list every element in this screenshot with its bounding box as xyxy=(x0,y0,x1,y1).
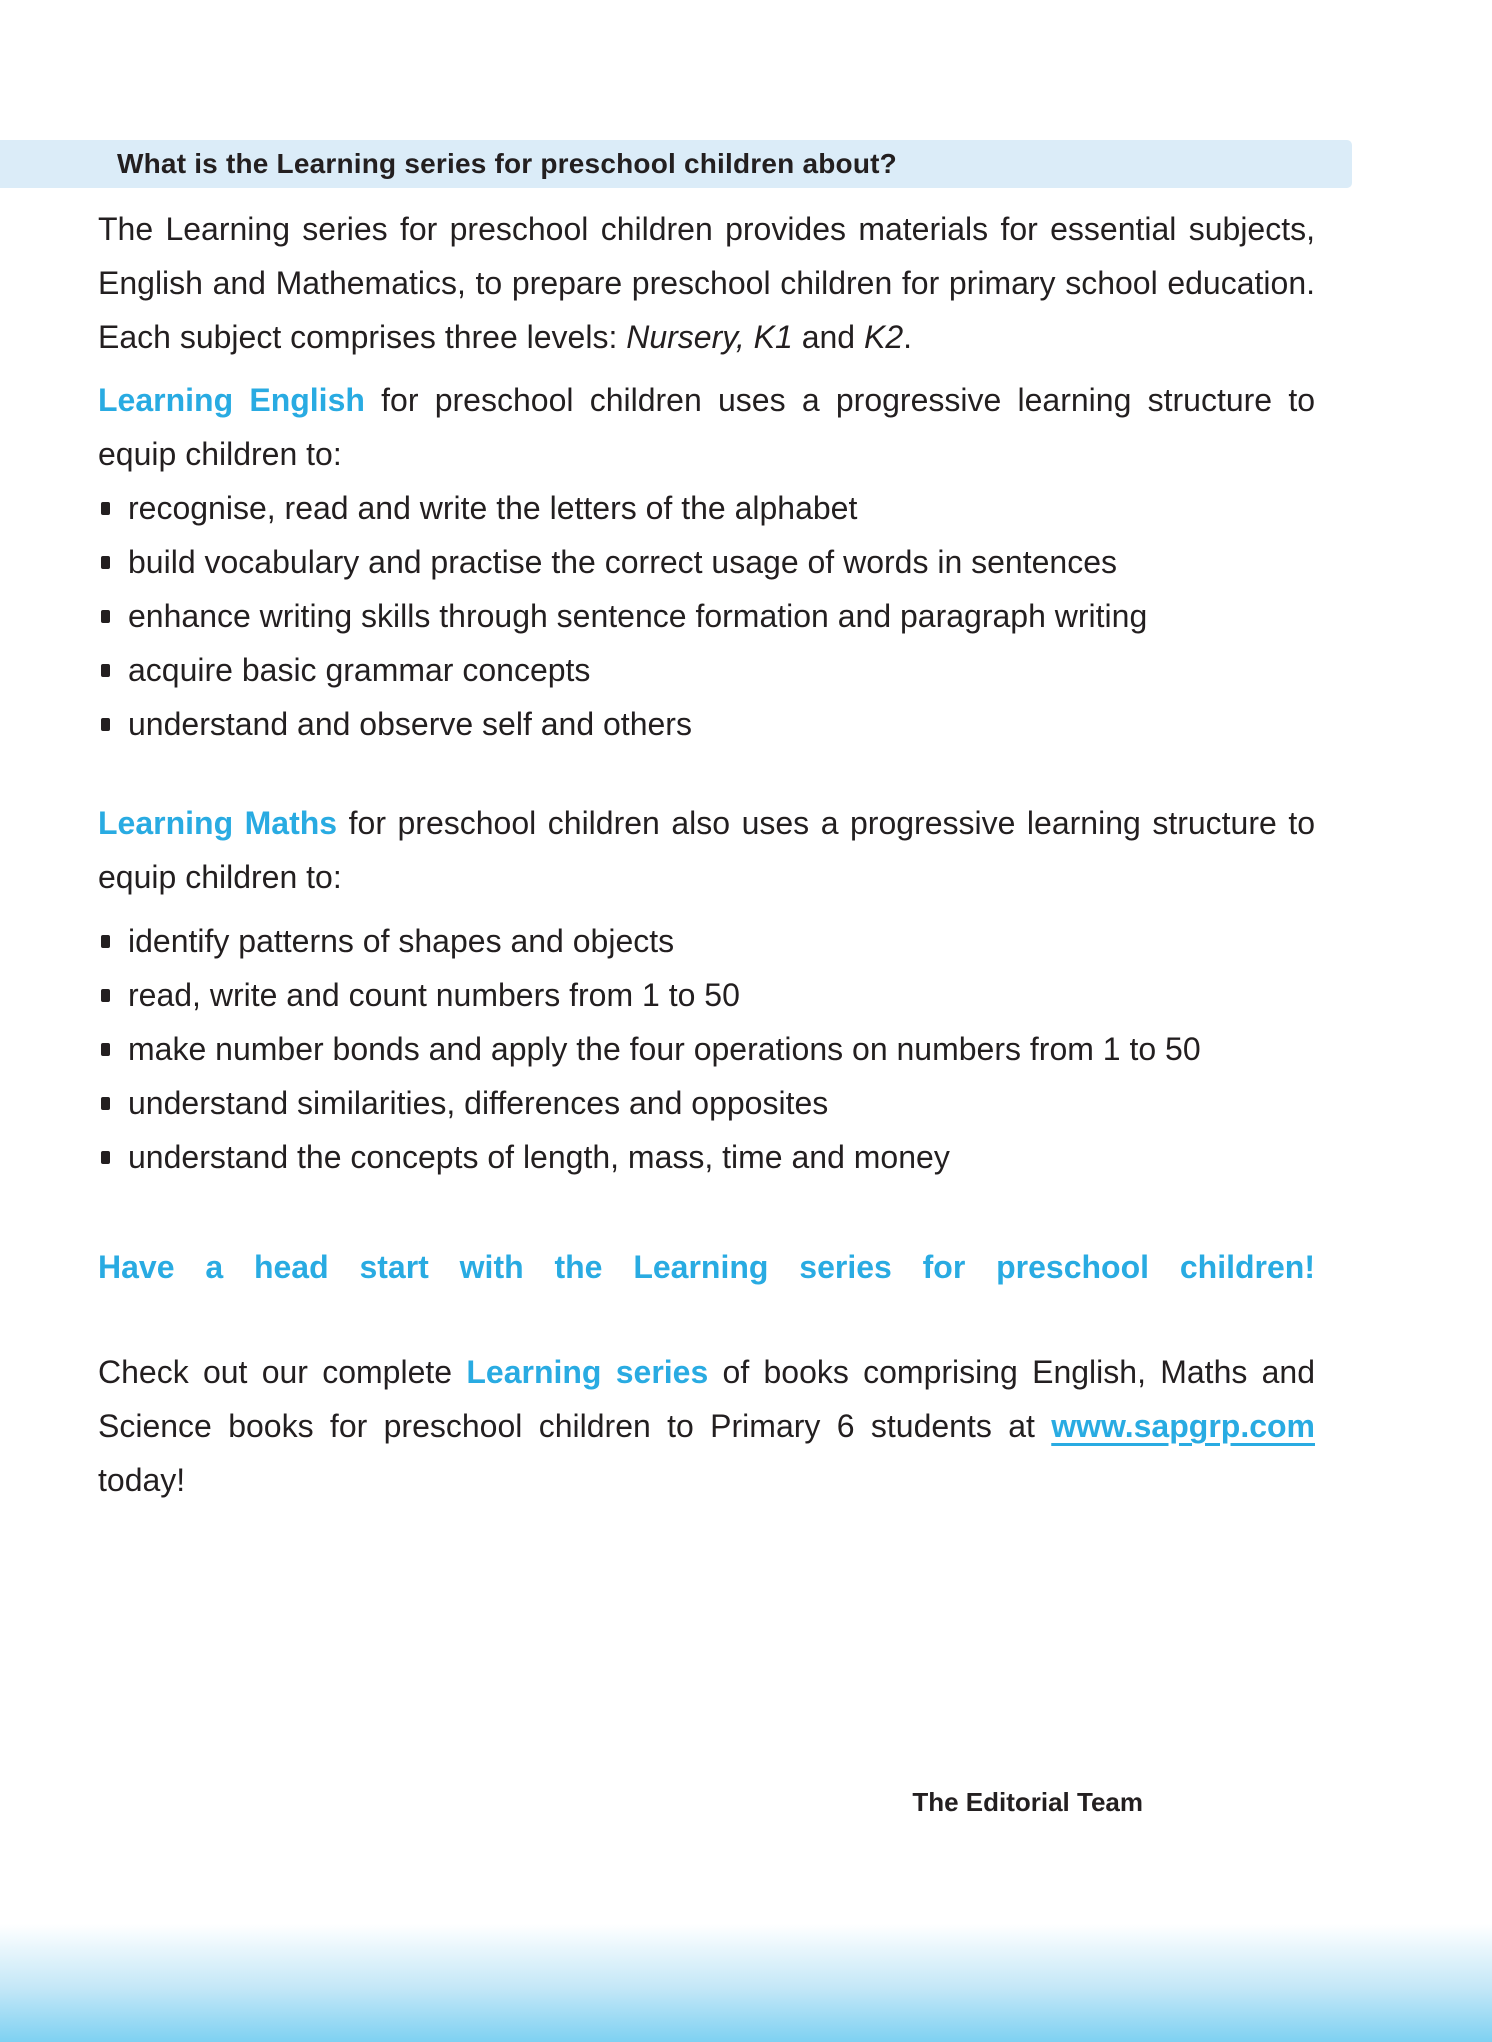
square-bullet-icon xyxy=(101,556,110,569)
list-item xyxy=(98,643,1315,697)
section-title-band xyxy=(0,140,1352,188)
bullet-text: understand the concepts of length, mass, time and money xyxy=(128,1139,950,1175)
list-item xyxy=(98,968,1233,1022)
list-item xyxy=(98,1076,1233,1130)
square-bullet-icon xyxy=(101,1043,110,1056)
square-bullet-icon xyxy=(101,664,110,677)
intro-text-3: and xyxy=(792,319,864,355)
list-item xyxy=(98,914,1233,968)
learning-maths-paragraph xyxy=(98,796,1315,904)
list-item xyxy=(98,535,1315,589)
level-k1: K1 xyxy=(753,319,793,355)
square-bullet-icon xyxy=(101,502,110,515)
intro-paragraph xyxy=(98,202,1315,364)
intro-text-2 xyxy=(745,319,754,355)
list-item xyxy=(98,481,1315,535)
bullet-text: recognise, read and write the letters of the alphabet xyxy=(128,490,858,526)
closing-text-2: of books comprising English, Maths and Science books for preschool children to Primary 6 students at xyxy=(98,1354,1316,1444)
bullet-text: understand and observe self and others xyxy=(128,706,692,742)
learning-maths-text: for preschool children also uses a progressive learning structure to equip children to: xyxy=(98,805,1316,895)
learning-english-paragraph xyxy=(98,373,1315,481)
bullet-text: read, write and count numbers from 1 to 50 xyxy=(128,977,740,1013)
bullet-text: acquire basic grammar concepts xyxy=(128,652,591,688)
learning-maths-label: Learning Maths xyxy=(98,805,338,841)
closing-text-1: Check out our complete xyxy=(98,1354,467,1390)
level-nursery: Nursery, xyxy=(626,319,745,355)
bullet-text: enhance writing skills through sentence formation and paragraph writing xyxy=(128,598,1148,634)
intro-text-1: The Learning series for preschool children provides materials for essential subjects, English and Mathematics, to prepare preschool children for primary school education. Each subject comprises three levels: xyxy=(98,211,1315,355)
page-content xyxy=(98,188,1315,1507)
square-bullet-icon xyxy=(101,1097,110,1110)
learning-english-label: Learning English xyxy=(98,382,365,418)
intro-text-4: . xyxy=(903,319,912,355)
bullet-text: make number bonds and apply the four operations on numbers from 1 to 50 xyxy=(128,1031,1201,1067)
square-bullet-icon xyxy=(101,718,110,731)
bullet-text: identify patterns of shapes and objects xyxy=(128,923,675,959)
bullet-text: build vocabulary and practise the correct usage of words in sentences xyxy=(128,544,1117,580)
editorial-team-signature: The Editorial Team xyxy=(912,1787,1143,1817)
learning-english-text: for preschool children uses a progressive learning structure to equip children to: xyxy=(98,382,1316,472)
head-start-tagline: Have a head start with the Learning series for preschool children! xyxy=(98,1249,1315,1285)
page-title: What is the Learning series for preschool children about? xyxy=(117,148,897,179)
list-item xyxy=(98,589,1315,643)
bullet-text: understand similarities, differences and opposites xyxy=(128,1085,829,1121)
square-bullet-icon xyxy=(101,935,110,948)
learning-series-label: Learning series xyxy=(466,1354,709,1390)
closing-paragraph xyxy=(98,1345,1315,1507)
list-item xyxy=(98,1022,1233,1076)
square-bullet-icon xyxy=(101,1151,110,1164)
footer-wave-decoration xyxy=(0,1924,1492,2042)
maths-bullet-list xyxy=(98,914,1315,1184)
english-bullet-list xyxy=(98,481,1315,751)
sapgrp-website-link[interactable]: www.sapgrp.com xyxy=(1051,1408,1315,1444)
list-item xyxy=(98,697,1315,751)
square-bullet-icon xyxy=(101,989,110,1002)
list-item xyxy=(98,1130,1233,1184)
level-k2: K2 xyxy=(863,319,904,355)
closing-text-3: today! xyxy=(98,1462,186,1498)
square-bullet-icon xyxy=(101,610,110,623)
